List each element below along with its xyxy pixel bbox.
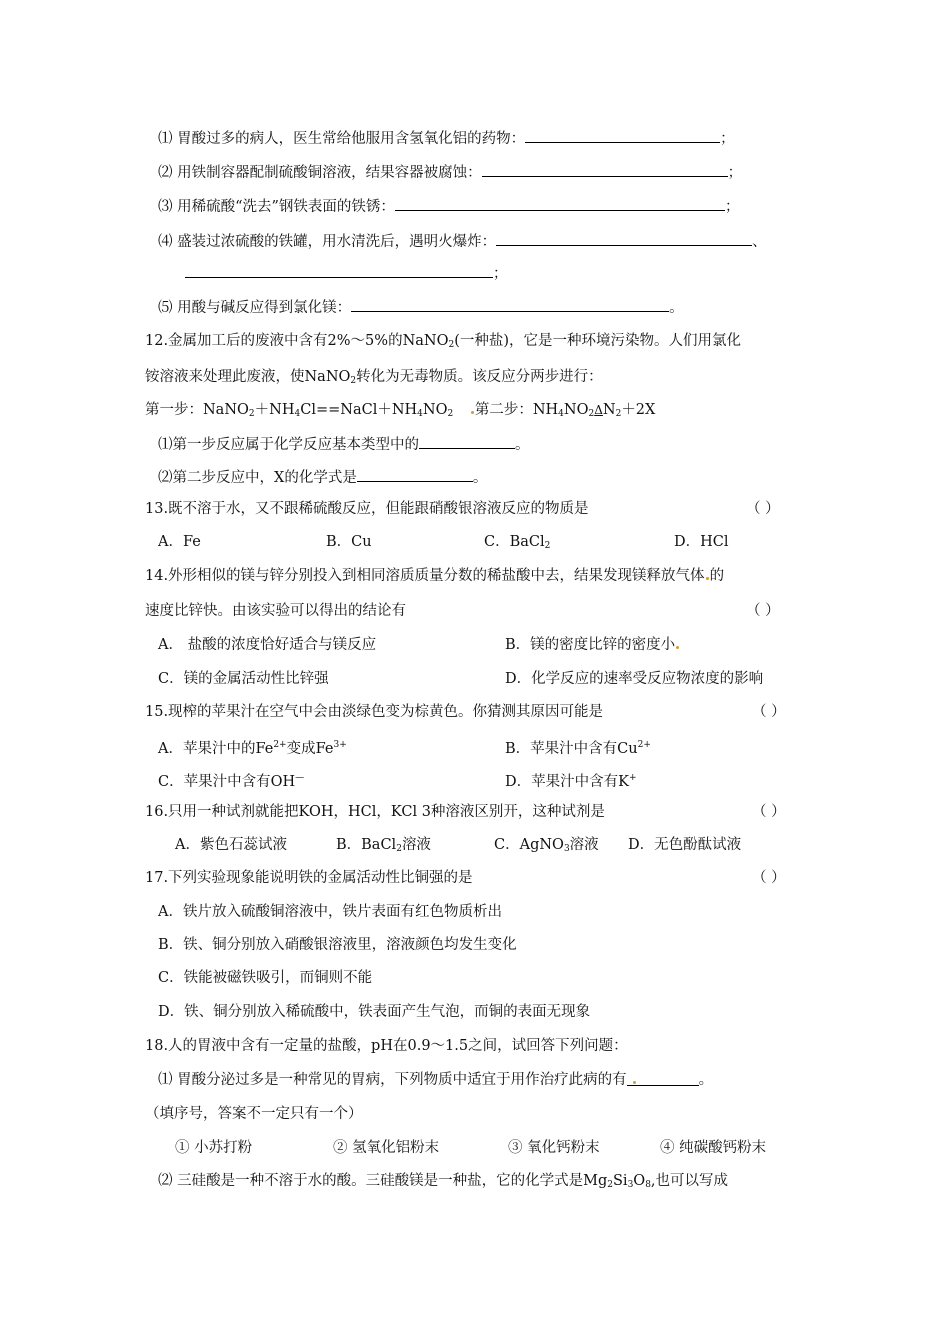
q18-stem: 18.人的胃液中含有一定量的盐酸，pH在0.9～1.5之间，试回答下列问题： [145, 1038, 628, 1054]
q18-option-3[interactable]: ③ 氧化钙粉末 [508, 1140, 600, 1156]
heat-symbol: Δ [594, 403, 603, 417]
q18-option-2[interactable]: ② 氢氧化铝粉末 [333, 1140, 440, 1156]
answer-blank[interactable] [482, 161, 728, 177]
q18-option-1[interactable]: ① 小苏打粉 [175, 1140, 253, 1156]
q12-stem-line2: 铵溶液来处理此废液，使NaNO$_2$转化为无毒物质。该反应分两步进行： [145, 369, 603, 386]
q13-answer-paren[interactable]: （ ） [746, 501, 780, 517]
answer-blank[interactable] [627, 1070, 699, 1086]
q17-option-b[interactable]: B．铁、铜分别放入硝酸银溶液里，溶液颜色均发生变化 [158, 937, 517, 953]
answer-blank[interactable] [525, 127, 720, 143]
q13-option-b[interactable]: B．Cu [326, 534, 372, 550]
q14-option-b[interactable]: B．镁的密度比锌的密度小 [505, 635, 680, 655]
q12-steps: 第一步：$NaNO_2+NH_4Cl==NaCl+NH_4NO_2$ 第二步：$NH_4NO_2\Delta N_2+2X$ [145, 402, 656, 419]
q14-stem-line2: 速度比锌快。由该实验可以得出的结论有 [145, 603, 406, 619]
answer-blank[interactable] [351, 296, 669, 312]
q16-option-b[interactable]: B．BaCl$_2$溶液 [336, 837, 431, 854]
answer-blank[interactable] [496, 230, 752, 246]
mark-dot [633, 1081, 636, 1084]
q17-option-d[interactable]: D．铁、铜分别放入稀硫酸中，铁表面产生气泡，而铜的表面无现象 [158, 1004, 591, 1020]
q11-item-2: ⑵ 用铁制容器配制硫酸铜溶液，结果容器被腐蚀： ； [158, 161, 742, 183]
mark-dot [471, 411, 474, 414]
q14-option-d[interactable]: D．化学反应的速率受反应物浓度的影响 [505, 671, 764, 687]
q16-option-c[interactable]: C．AgNO$_3$溶液 [494, 837, 599, 854]
q12-stem-line1: 12.金属加工后的废液中含有2%～5%的NaNO$_2$(一种盐)，它是一种环境污染物。人们用氯化 [145, 333, 742, 350]
q12-sub1: ⑴第一步反应属于化学反应基本类型中的 。 [158, 433, 530, 455]
q14-answer-paren[interactable]: （ ） [746, 603, 780, 619]
answer-blank[interactable] [395, 195, 725, 211]
q17-option-c[interactable]: C．铁能被磁铁吸引，而铜则不能 [158, 970, 373, 986]
q15-option-c[interactable]: C．苹果汁中含有OH— [158, 773, 305, 790]
q11-item-4: ⑷ 盛装过浓硫酸的铁罐，用水清洗后，遇明火爆炸： 、 [158, 230, 767, 252]
q13-option-a[interactable]: A．Fe [158, 534, 201, 550]
q18-sub2: ⑵ 三硅酸是一种不溶于水的酸。三硅酸镁是一种盐，它的化学式是$Mg_2Si_3O_8$,也可以写成 [158, 1173, 729, 1190]
q11-item-1: ⑴ 胃酸过多的病人，医生常给他服用含氢氧化铝的药物： ； [158, 127, 735, 149]
q15-option-b[interactable]: B．苹果汁中含有$Cu^{2+}$ [505, 740, 651, 757]
q16-option-d[interactable]: D．无色酚酞试液 [628, 837, 742, 853]
q17-answer-paren[interactable]: （ ） [752, 870, 786, 886]
q17-stem: 17.下列实验现象能说明铁的金属活动性比铜强的是 [145, 870, 473, 886]
mark-dot [706, 577, 709, 580]
answer-blank[interactable] [357, 466, 473, 482]
q14-option-a[interactable]: A． 盐酸的浓度恰好适合与镁反应 [158, 637, 377, 653]
q11-item-5: ⑸ 用酸与碱反应得到氯化镁： 。 [158, 296, 684, 318]
q15-stem: 15.现榨的苹果汁在空气中会由淡绿色变为棕黄色。你猜测其原因可能是 [145, 704, 604, 720]
q15-option-a[interactable]: A．苹果汁中的$Fe^{2+}$变成$Fe^{3+}$ [158, 740, 347, 757]
q18-note: （填序号，答案不一定只有一个） [145, 1106, 363, 1122]
q18-option-4[interactable]: ④ 纯碳酸钙粉末 [660, 1140, 767, 1156]
q18-sub1: ⑴ 胃酸分泌过多是一种常见的胃病，下列物质中适宜于用作治疗此病的有 。 [158, 1072, 714, 1088]
q17-option-a[interactable]: A．铁片放入硫酸铜溶液中，铁片表面有红色物质析出 [158, 904, 502, 920]
answer-blank[interactable] [419, 433, 515, 449]
answer-blank[interactable] [185, 262, 493, 278]
q12-sub2: ⑵第二步反应中，X的化学式是 。 [158, 466, 487, 488]
q15-answer-paren[interactable]: （ ） [752, 704, 786, 720]
q16-option-a[interactable]: A．紫色石蕊试液 [175, 837, 287, 853]
q16-stem: 16.只用一种试剂就能把KOH，HCl，KCl 3种溶液区别开，这种试剂是 [145, 804, 605, 820]
q13-option-c[interactable]: C．BaCl$_2$ [484, 534, 551, 551]
q15-option-d[interactable]: D．苹果汁中含有K+ [505, 773, 637, 790]
q16-answer-paren[interactable]: （ ） [752, 804, 786, 820]
q13-option-d[interactable]: D．HCl [674, 534, 729, 550]
q11-item-4-cont: ； [185, 262, 508, 284]
q13-stem: 13.既不溶于水，又不跟稀硫酸反应，但能跟硝酸银溶液反应的物质是 [145, 501, 589, 517]
mark-dot [676, 646, 679, 649]
q14-option-c[interactable]: C．镁的金属活动性比锌强 [158, 671, 329, 687]
q11-item-3: ⑶ 用稀硫酸“洗去”钢铁表面的铁锈： ； [158, 195, 739, 217]
q14-stem-line1: 14.外形相似的镁与锌分别投入到相同溶质质量分数的稀盐酸中去，结果发现镁释放气体 的 [145, 568, 725, 584]
